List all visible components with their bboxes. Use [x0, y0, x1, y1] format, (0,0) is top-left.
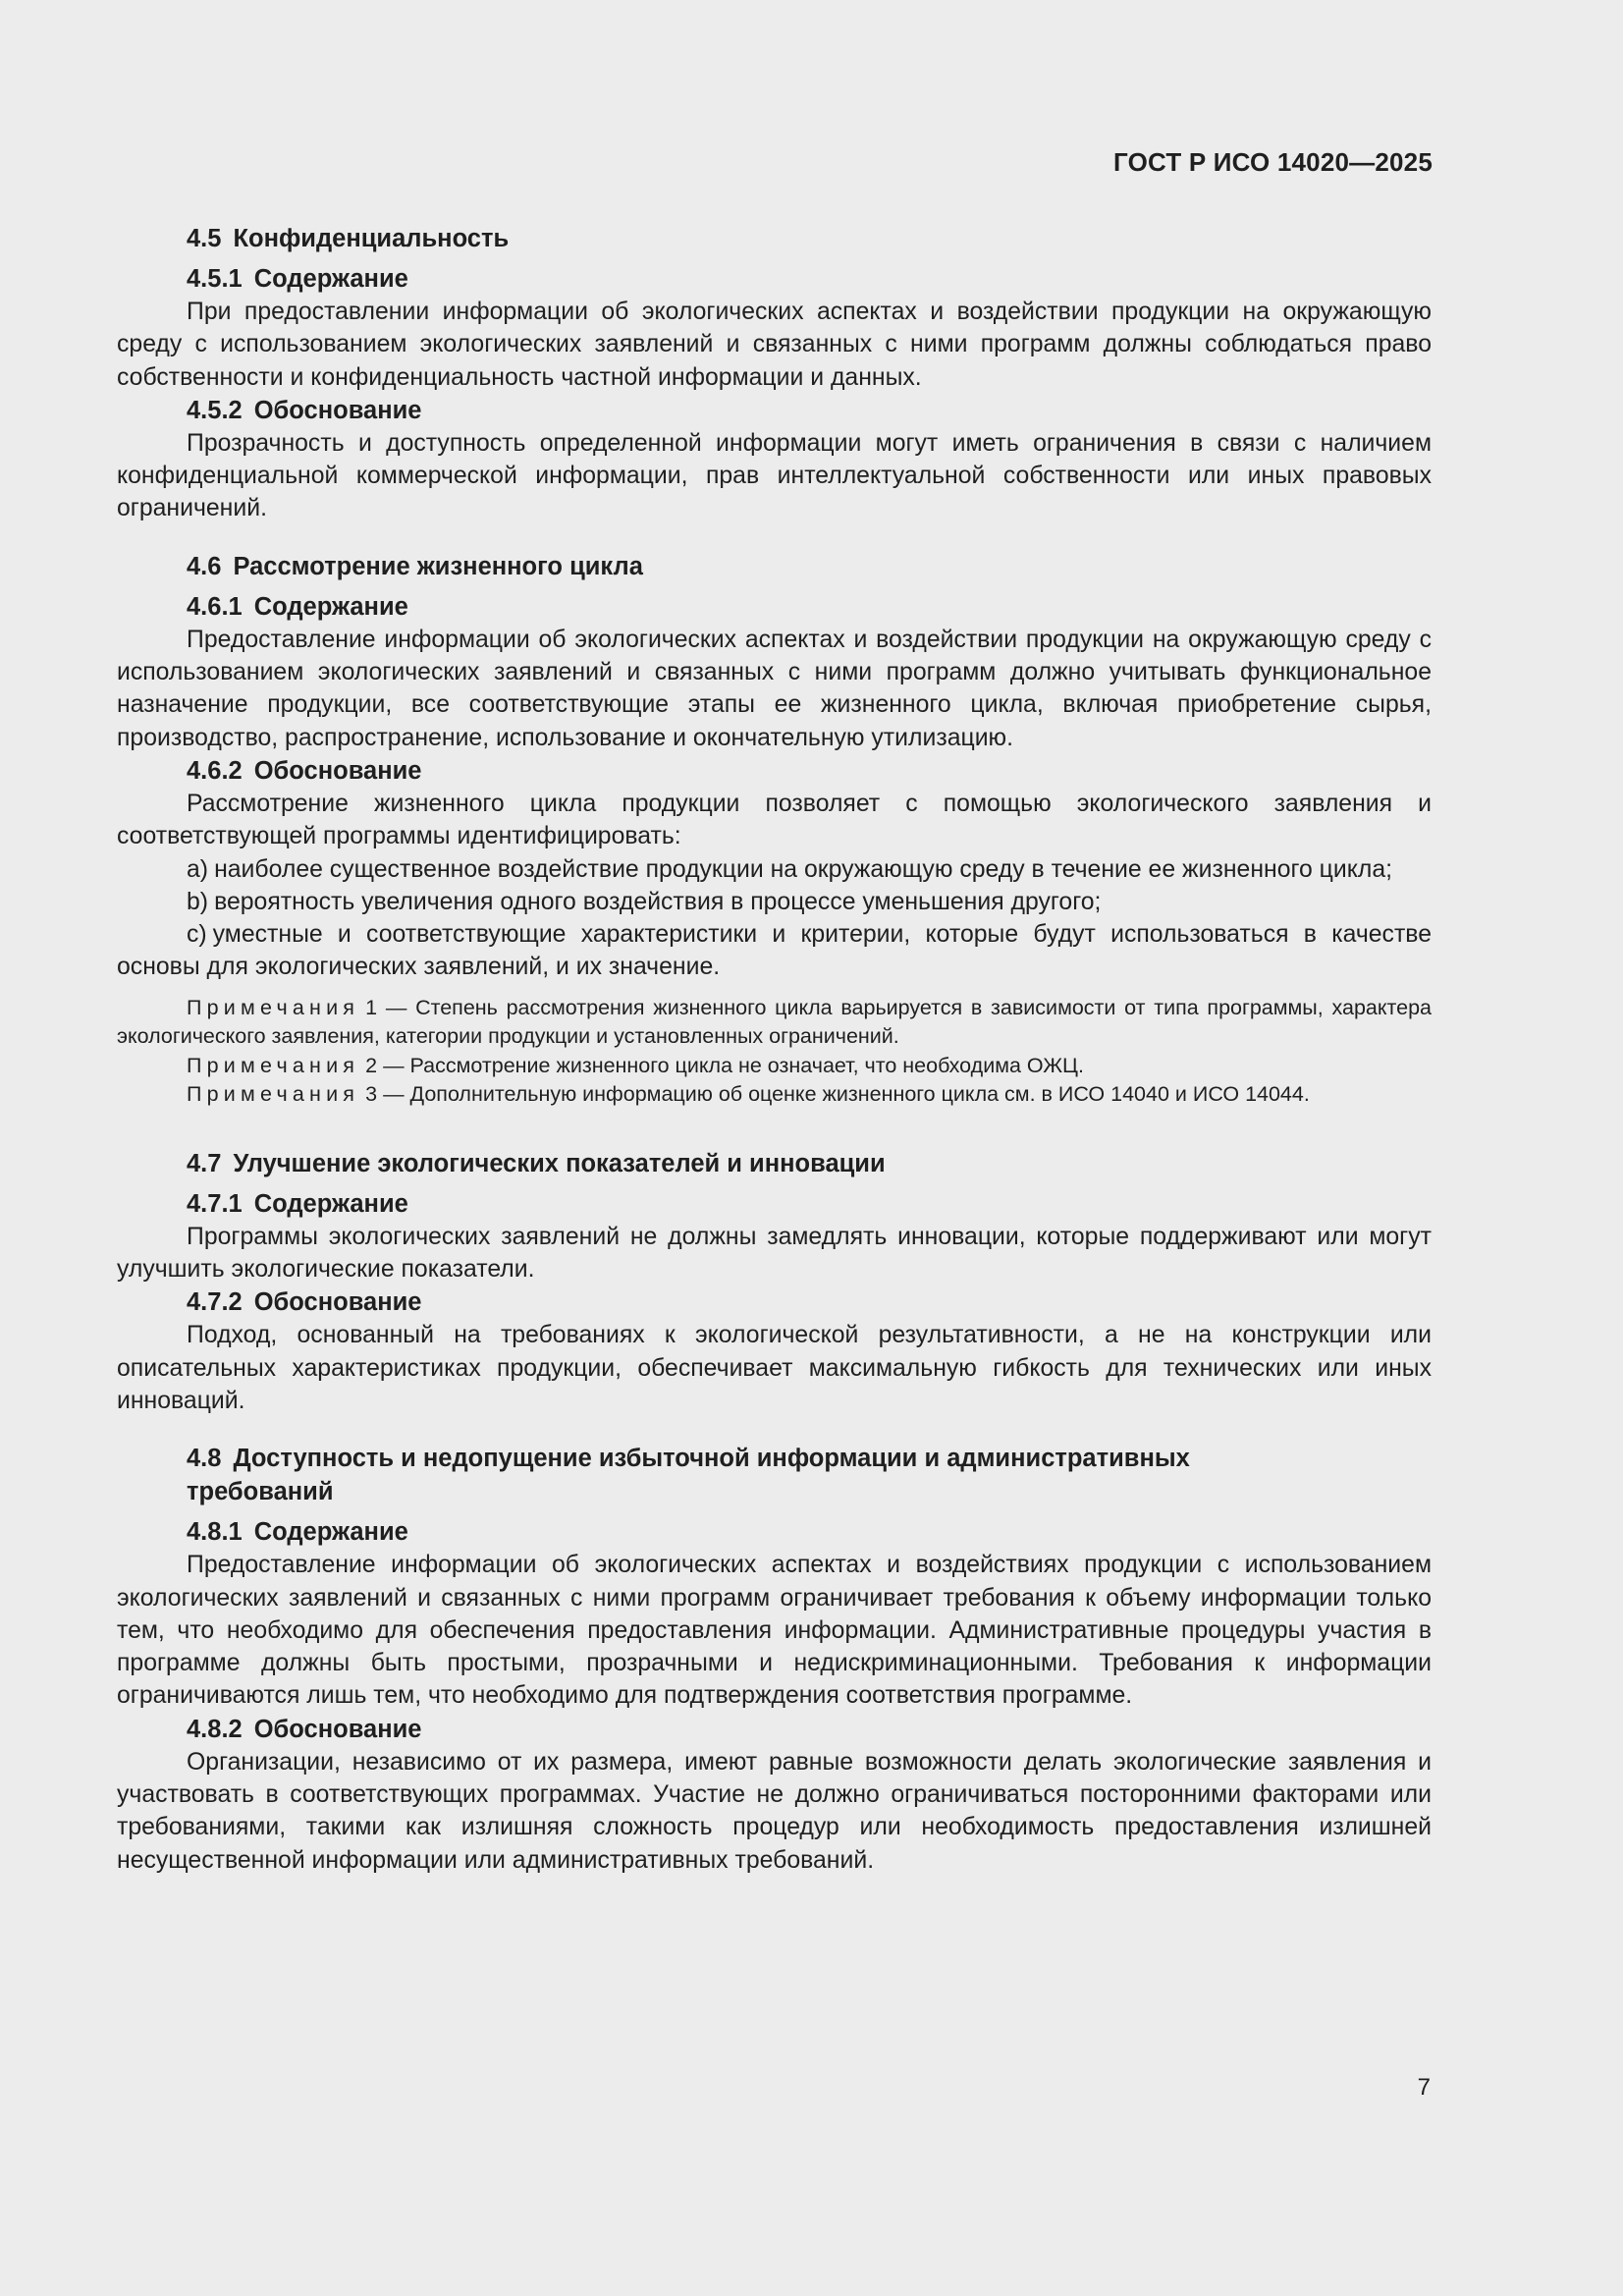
paragraph: Прозрачность и доступность определенной информации могут иметь ограничения в связи с наличием конфиденциальной коммерческой информации, прав интеллектуальной собственности или иных правовых ограничений. — [117, 429, 1432, 522]
subsection-heading-4-7-2: 4.7.2 Обоснование — [187, 1288, 422, 1317]
paragraph: Предоставление информации об экологических аспектах и воздействиях продукции с использованием экологических заявлений и связанных с ними программ ограничивает требования к объему информации только тем, что необходимо для обеспечения предоставления информации. Административные процедуры участия в программе должны быть простыми, прозрачными и недискриминационными. Требования к информации ограничиваются лишь тем, что необходимо для подтверждения соответствия программе. — [117, 1552, 1432, 1710]
paragraph: Рассмотрение жизненного цикла продукции позволяет с помощью экологического заявления и соответствующей программы идентифицировать: — [117, 790, 1432, 850]
paragraph: Подход, основанный на требованиях к экологической результативности, а не на конструкции или описательных характеристиках продукции, обеспечивает максимальную гибкость для технических или иных инноваций. — [117, 1322, 1432, 1414]
paragraph: Предоставление информации об экологических аспектах и воздействии продукции на окружающую среду с использованием экологических заявлений и связанных с ними программ должно учитывать функциональное назначение продукции, все соответствующие этапы ее жизненного цикла, включая приобретение сырья, производство, распространение, использование и окончательную утилизацию. — [117, 626, 1432, 751]
section-heading-4-8: 4.8 Доступность и недопущение избыточной информации и административных требований — [187, 1445, 1190, 1506]
subsection-heading-4-7-1: 4.7.1 Содержание — [187, 1189, 408, 1218]
subsection-heading-4-8-1: 4.8.1 Содержание — [187, 1518, 408, 1547]
document-body — [117, 222, 1432, 1877]
page-number: 7 — [1417, 2074, 1431, 2101]
subsection-heading-4-5-2: 4.5.2 Обоснование — [187, 396, 422, 424]
note: Примечания 2 — Рассмотрение жизненного цикла не означает, что необходима ОЖЦ. — [187, 1053, 1084, 1077]
note: Примечания 1 — Степень рассмотрения жизненного цикла варьируется в зависимости от типа программы, характера экологического заявления, категории продукции и установленных ограничений. — [117, 995, 1432, 1049]
subsection-heading-4-8-2: 4.8.2 Обоснование — [187, 1715, 422, 1743]
list-item: c) уместные и соответствующие характеристики и критерии, которые будут использоваться в качестве основы для экологических заявлений, и их значение. — [117, 921, 1432, 981]
list-item: a) наиболее существенное воздействие продукции на окружающую среду в течение ее жизненного цикла; — [187, 855, 1393, 883]
paragraph: При предоставлении информации об экологических аспектах и воздействии продукции на окружающую среду с использованием экологических заявлений и связанных с ними программ должны соблюдаться право собственности и конфиденциальность частной информации и данных. — [117, 299, 1432, 391]
document-id: ГОСТ Р ИСО 14020—2025 — [1112, 147, 1433, 177]
subsection-heading-4-6-1: 4.6.1 Содержание — [187, 592, 408, 621]
note: Примечания 3 — Дополнительную информацию об оценке жизненного цикла см. в ИСО 14040 и ИСО 14044. — [187, 1082, 1310, 1107]
subsection-heading-4-6-2: 4.6.2 Обоснование — [187, 756, 422, 785]
section-heading-4-7: 4.7 Улучшение экологических показателей и инновации — [187, 1149, 886, 1177]
subsection-heading-4-5-1: 4.5.1 Содержание — [187, 265, 408, 293]
list-item: b) вероятность увеличения одного воздействия в процессе уменьшения другого; — [187, 888, 1102, 915]
paragraph: Программы экологических заявлений не должны замедлять инновации, которые поддерживают или могут улучшить экологические показатели. — [117, 1223, 1432, 1284]
paragraph: Организации, независимо от их размера, имеют равные возможности делать экологические заявления и участвовать в соответствующих программах. Участие не должно ограничиваться посторонними факторами или требованиями, такими как излишняя сложность процедур или необходимость предоставления излишней несущественной информации или административных требований. — [117, 1748, 1432, 1874]
section-heading-4-5: 4.5 Конфиденциальность — [187, 225, 510, 252]
section-heading-4-6: 4.6 Рассмотрение жизненного цикла — [187, 552, 643, 580]
